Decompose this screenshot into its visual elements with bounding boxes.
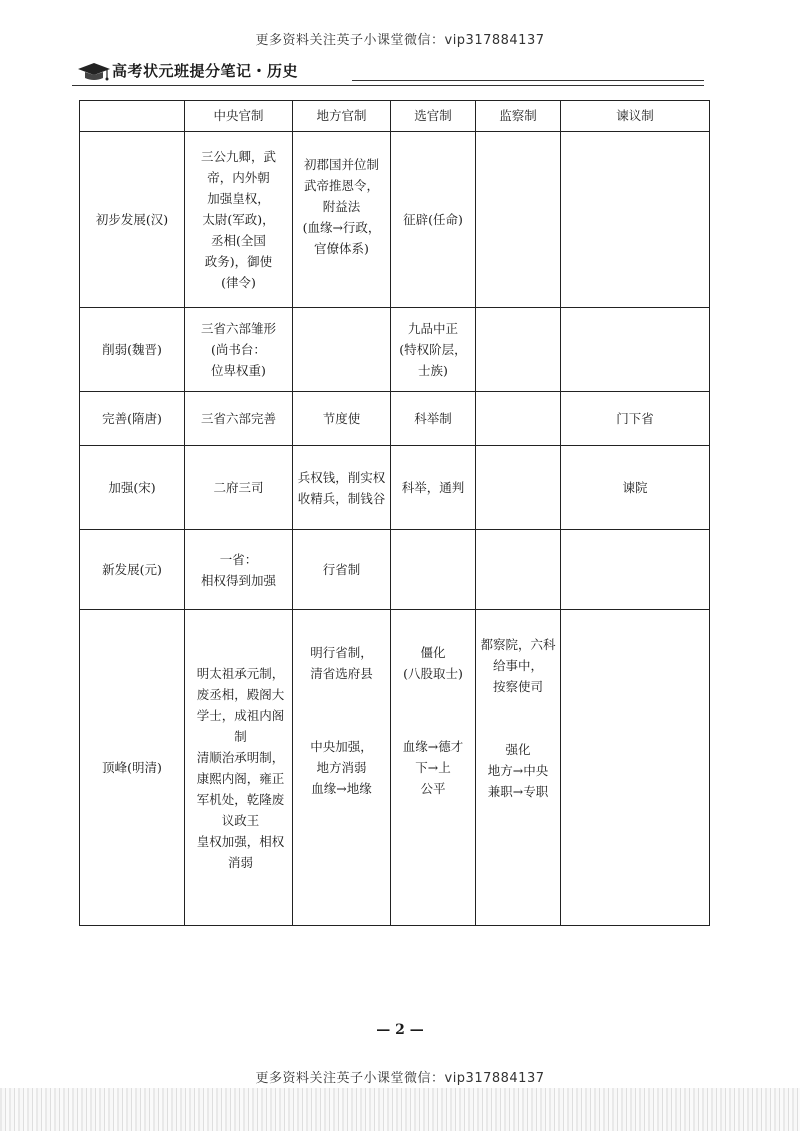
column-header-remonstrance: 谏议制 xyxy=(561,101,710,132)
table-row xyxy=(80,132,710,308)
top-watermark: 更多资料关注英子小课堂微信：vip317884137 xyxy=(255,33,545,48)
remonstrance-cell xyxy=(561,530,710,610)
header-title: 高考状元班提分笔记・历史 xyxy=(112,62,299,80)
local-cell: 明行省制， 清省选府县 中央加强， 地方消弱 血缘→地缘 xyxy=(293,610,391,926)
remonstrance-cell xyxy=(561,610,710,926)
bottom-watermark: 更多资料关注英子小课堂微信：vip317884137 xyxy=(255,1071,545,1086)
local-cell: 节度使 xyxy=(293,392,391,446)
remonstrance-cell: 谏院 xyxy=(561,446,710,530)
central-cell: 三省六部完善 xyxy=(185,392,293,446)
central-cell: 明太祖承元制， 废丞相，殿阁大 学士，成祖内阁 制 清顺治承明制， 康熙内阁，雍正 军机处，乾隆废 议政王 皇权加强，相权 消弱 xyxy=(185,610,293,926)
selection-cell: 征辟(任命) xyxy=(391,132,476,308)
local-cell: 兵权钱，削实权 收精兵，制钱谷 xyxy=(293,446,391,530)
scan-noise-strip xyxy=(0,1088,800,1131)
history-institutions-table xyxy=(79,100,710,926)
selection-cell xyxy=(391,530,476,610)
column-header-supervision: 监察制 xyxy=(476,101,561,132)
table-row xyxy=(80,530,710,610)
central-cell: 二府三司 xyxy=(185,446,293,530)
remonstrance-cell: 门下省 xyxy=(561,392,710,446)
period-cell: 初步发展(汉) xyxy=(80,132,185,308)
local-cell xyxy=(293,308,391,392)
supervision-cell xyxy=(476,446,561,530)
page-number: — 2 — xyxy=(376,1022,424,1038)
table-header-row xyxy=(80,101,710,132)
central-cell: 三公九卿，武 帝，内外朝 加强皇权， 太尉(军政)， 丞相(全国 政务)，御使 (律令) xyxy=(185,132,293,308)
header-blank-cell xyxy=(80,101,185,132)
table-row xyxy=(80,610,710,926)
column-header-selection: 选官制 xyxy=(391,101,476,132)
period-cell: 削弱(魏晋) xyxy=(80,308,185,392)
graduation-cap-icon xyxy=(76,60,112,82)
period-cell: 完善(隋唐) xyxy=(80,392,185,446)
period-cell: 顶峰(明清) xyxy=(80,610,185,926)
local-cell: 初郡国并位制 武帝推恩令， 附益法 (血缘→行政， 官僚体系) xyxy=(293,132,391,308)
table-row xyxy=(80,446,710,530)
column-header-central: 中央官制 xyxy=(185,101,293,132)
selection-cell: 九品中正 (特权阶层， 士族) xyxy=(391,308,476,392)
period-cell: 加强(宋) xyxy=(80,446,185,530)
table-row xyxy=(80,392,710,446)
remonstrance-cell xyxy=(561,132,710,308)
supervision-cell xyxy=(476,530,561,610)
column-header-local: 地方官制 xyxy=(293,101,391,132)
period-cell: 新发展(元) xyxy=(80,530,185,610)
supervision-cell: 都察院，六科 给事中， 按察使司 强化 地方→中央 兼职→专职 xyxy=(476,610,561,926)
selection-cell: 僵化 (八股取士) 血缘→德才 下→上 公平 xyxy=(391,610,476,926)
supervision-cell xyxy=(476,308,561,392)
supervision-cell xyxy=(476,392,561,446)
local-cell: 行省制 xyxy=(293,530,391,610)
supervision-cell xyxy=(476,132,561,308)
header-rule xyxy=(352,80,704,81)
header-rule-lower xyxy=(72,85,704,86)
central-cell: 三省六部雏形 (尚书台： 位卑权重) xyxy=(185,308,293,392)
selection-cell: 科举，通判 xyxy=(391,446,476,530)
page-header xyxy=(72,58,704,86)
remonstrance-cell xyxy=(561,308,710,392)
selection-cell: 科举制 xyxy=(391,392,476,446)
table-row xyxy=(80,308,710,392)
central-cell: 一省： 相权得到加强 xyxy=(185,530,293,610)
